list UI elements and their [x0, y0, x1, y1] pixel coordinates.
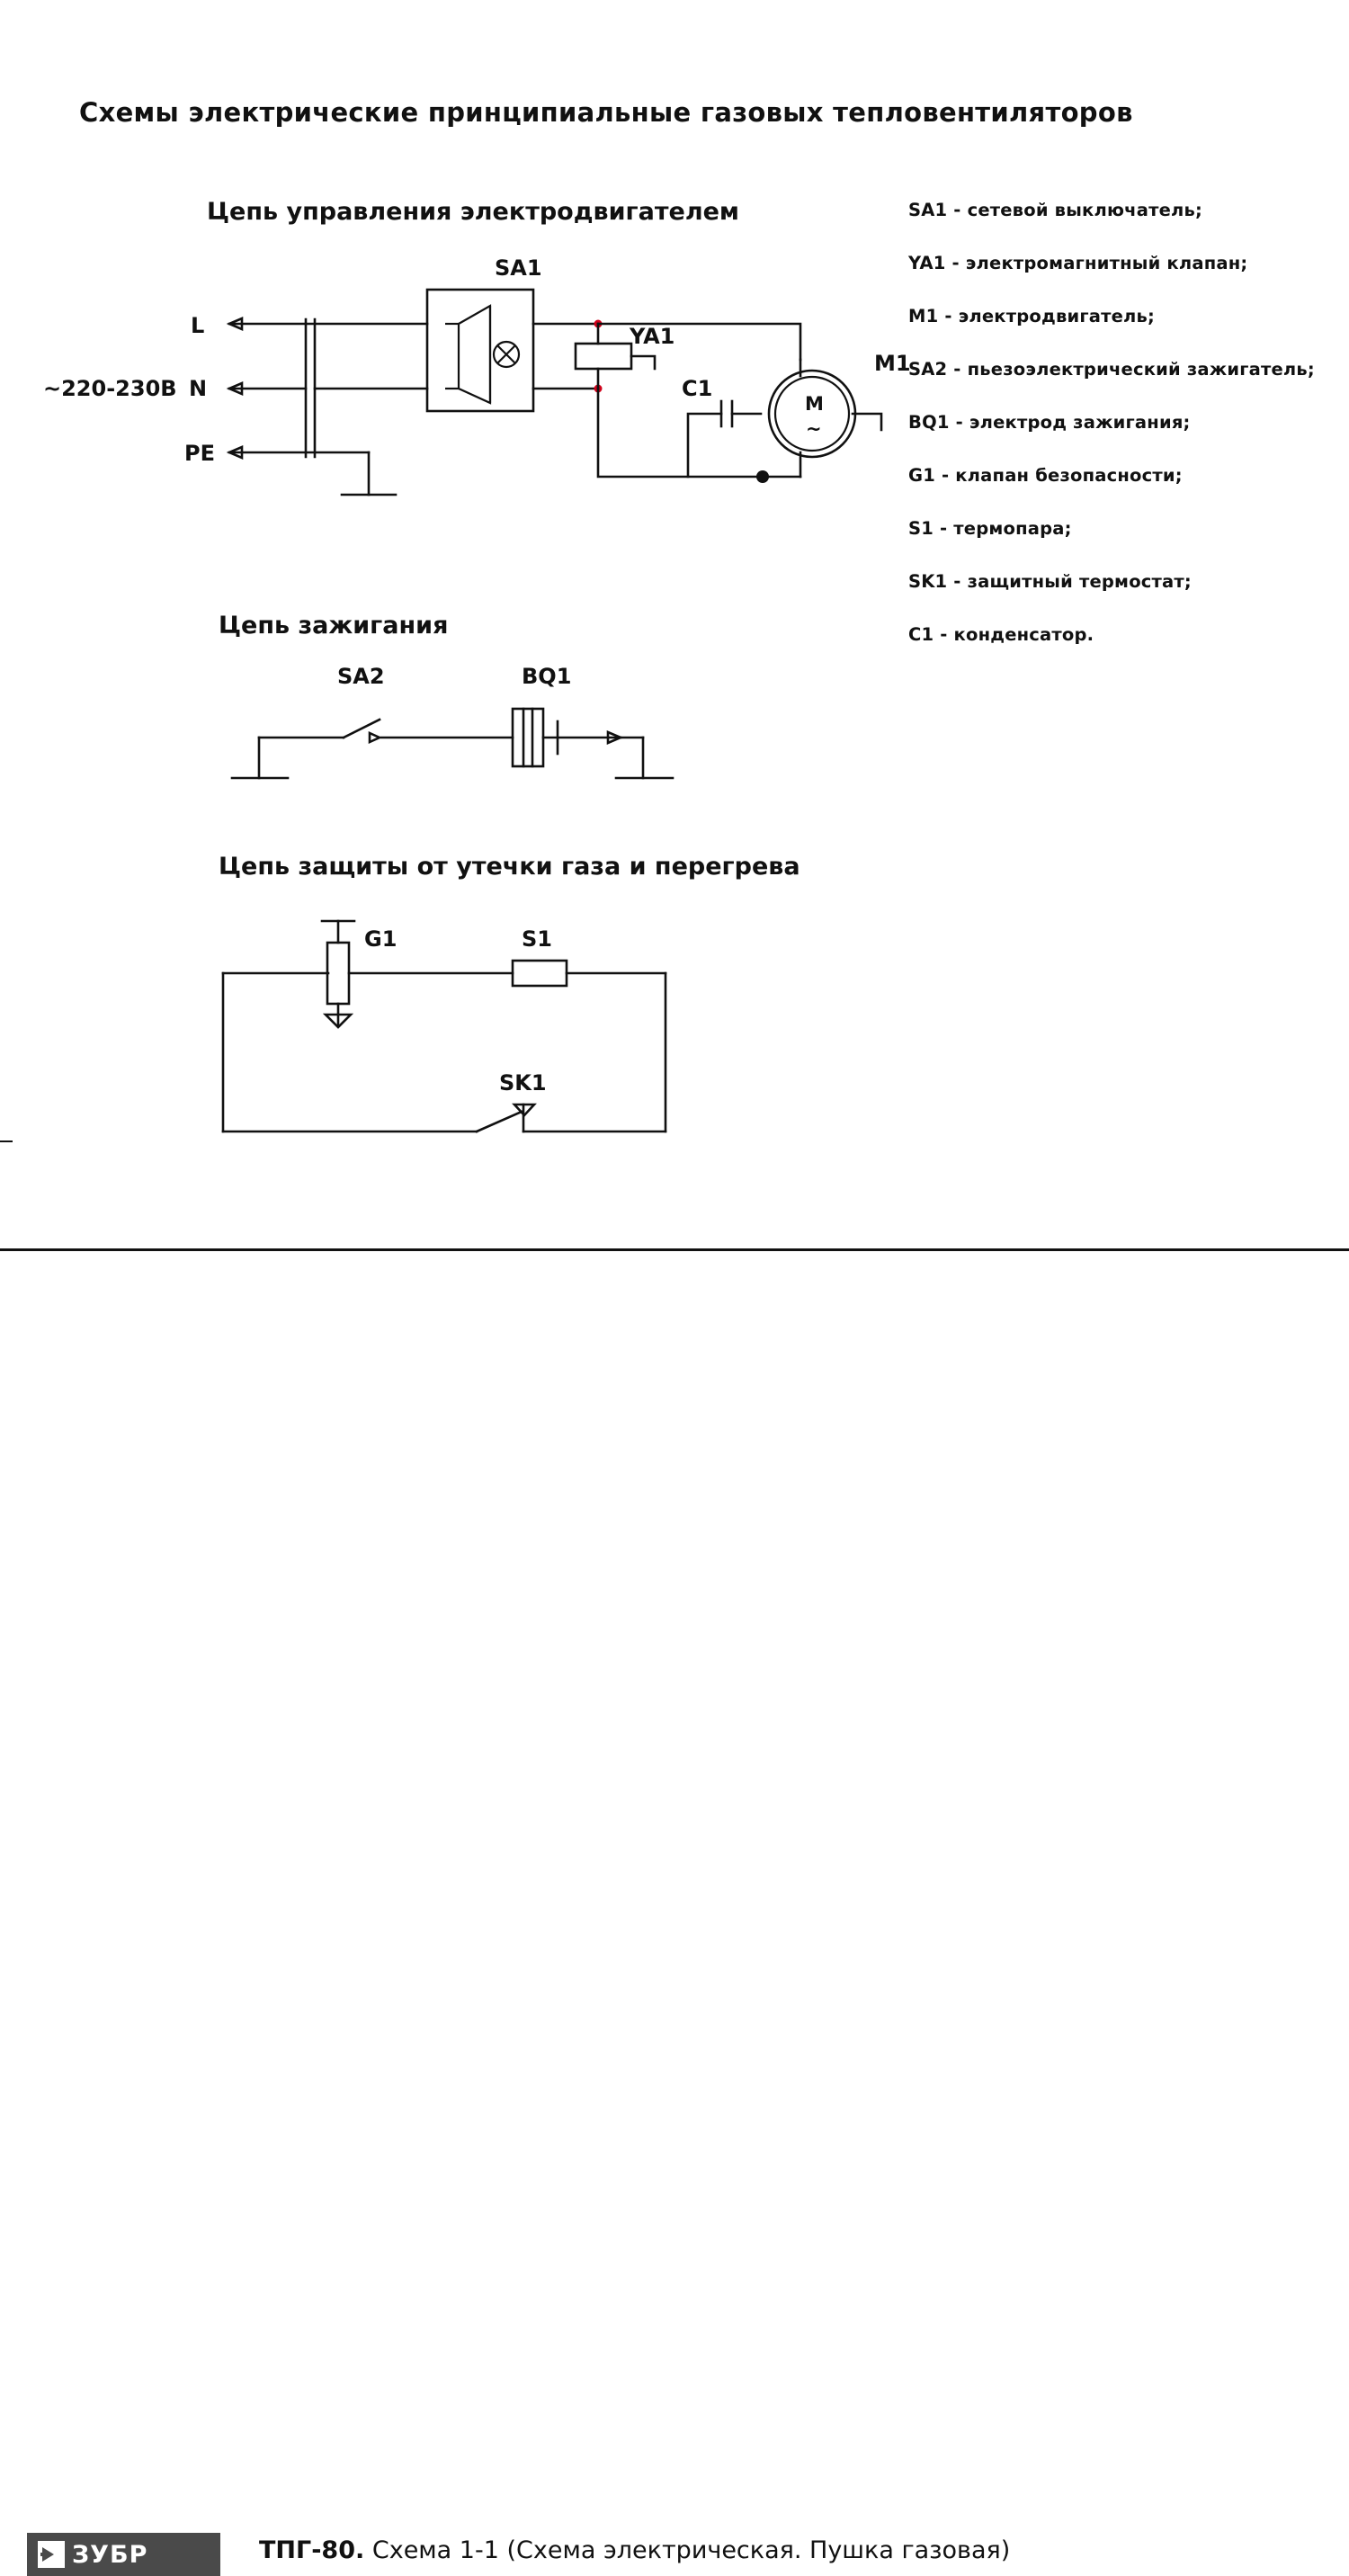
thermocouple-s1-body: [513, 961, 567, 986]
component-label-bq1: BQ1: [522, 664, 572, 689]
terminal-label-pe: PE: [184, 441, 215, 466]
legend-item-sa1: SA1 - сетевой выключатель;: [908, 200, 1203, 220]
footer-caption: [259, 2536, 1010, 2564]
sa1-lamp-cross: [497, 345, 515, 363]
motor-symbol-ac: ~: [806, 418, 822, 440]
footer-model: ТПГ-80.: [259, 2536, 365, 2564]
diagram-motor-control: [36, 234, 926, 522]
brand-logo: [27, 2533, 220, 2576]
sa1-blade: [459, 306, 490, 403]
legend-item-m1: M1 - электродвигатель;: [908, 306, 1156, 326]
component-label-s1: S1: [522, 926, 552, 952]
wire-top-to-motor: [598, 324, 800, 360]
crop-mark: [0, 1140, 13, 1142]
legend-item-ya1: YA1 - электромагнитный клапан;: [908, 253, 1248, 273]
terminal-label-l: L: [191, 313, 205, 338]
legend-list: [908, 200, 1331, 677]
footer-scheme-caption: Схема 1-1 (Схема электрическая. Пушка газовая): [371, 2536, 1011, 2564]
sa2-contact-arrow: [370, 733, 380, 742]
valve-g1-body: [327, 943, 349, 1004]
section-title-motor-control: Цепь управления электродвигателем: [207, 198, 739, 226]
footer: [0, 1251, 1349, 2569]
arrow-icon: [38, 2541, 65, 2568]
page-title: Схемы электрические принципиальные газовых тепловентиляторов: [79, 97, 1133, 128]
legend-item-c1: C1 - конденсатор.: [908, 624, 1094, 645]
diagram-ignition-circuit: [180, 648, 737, 809]
wire-ya1-side: [631, 356, 655, 369]
component-label-g1: G1: [364, 926, 398, 952]
legend-item-bq1: BQ1 - электрод зажигания;: [908, 412, 1191, 433]
wire-motor-right-lead: [853, 414, 881, 430]
component-label-sa1: SA1: [495, 255, 542, 281]
legend-item-sk1: SK1 - защитный термостат;: [908, 571, 1192, 592]
component-label-m1: M1: [874, 351, 911, 376]
legend-item-sa2: SA2 - пьезоэлектрический зажигатель;: [908, 359, 1315, 380]
component-label-sa2: SA2: [337, 664, 385, 689]
supply-voltage-label: ~220-230В: [43, 376, 177, 401]
component-label-ya1: YA1: [630, 324, 675, 349]
legend-item-g1: G1 - клапан безопасности;: [908, 465, 1183, 486]
motor-symbol-m: M: [805, 393, 824, 415]
electrode-bq1-body: [513, 709, 543, 766]
diagram-protection-circuit: [180, 890, 755, 1169]
brand-name: ЗУБР: [72, 2540, 148, 2569]
junction-dot-motor-bottom: [756, 470, 769, 483]
wire-c1-left: [688, 414, 721, 477]
legend-item-s1: S1 - термопара;: [908, 518, 1072, 539]
valve-ya1-body: [576, 344, 631, 369]
component-label-c1: C1: [682, 376, 713, 401]
terminal-label-n: N: [189, 376, 208, 401]
section-title-ignition: Цепь зажигания: [219, 612, 449, 640]
sk1-blade: [477, 1112, 522, 1131]
component-label-sk1: SK1: [499, 1070, 547, 1096]
section-title-protection: Цепь защиты от утечки газа и перегрева: [219, 853, 800, 881]
